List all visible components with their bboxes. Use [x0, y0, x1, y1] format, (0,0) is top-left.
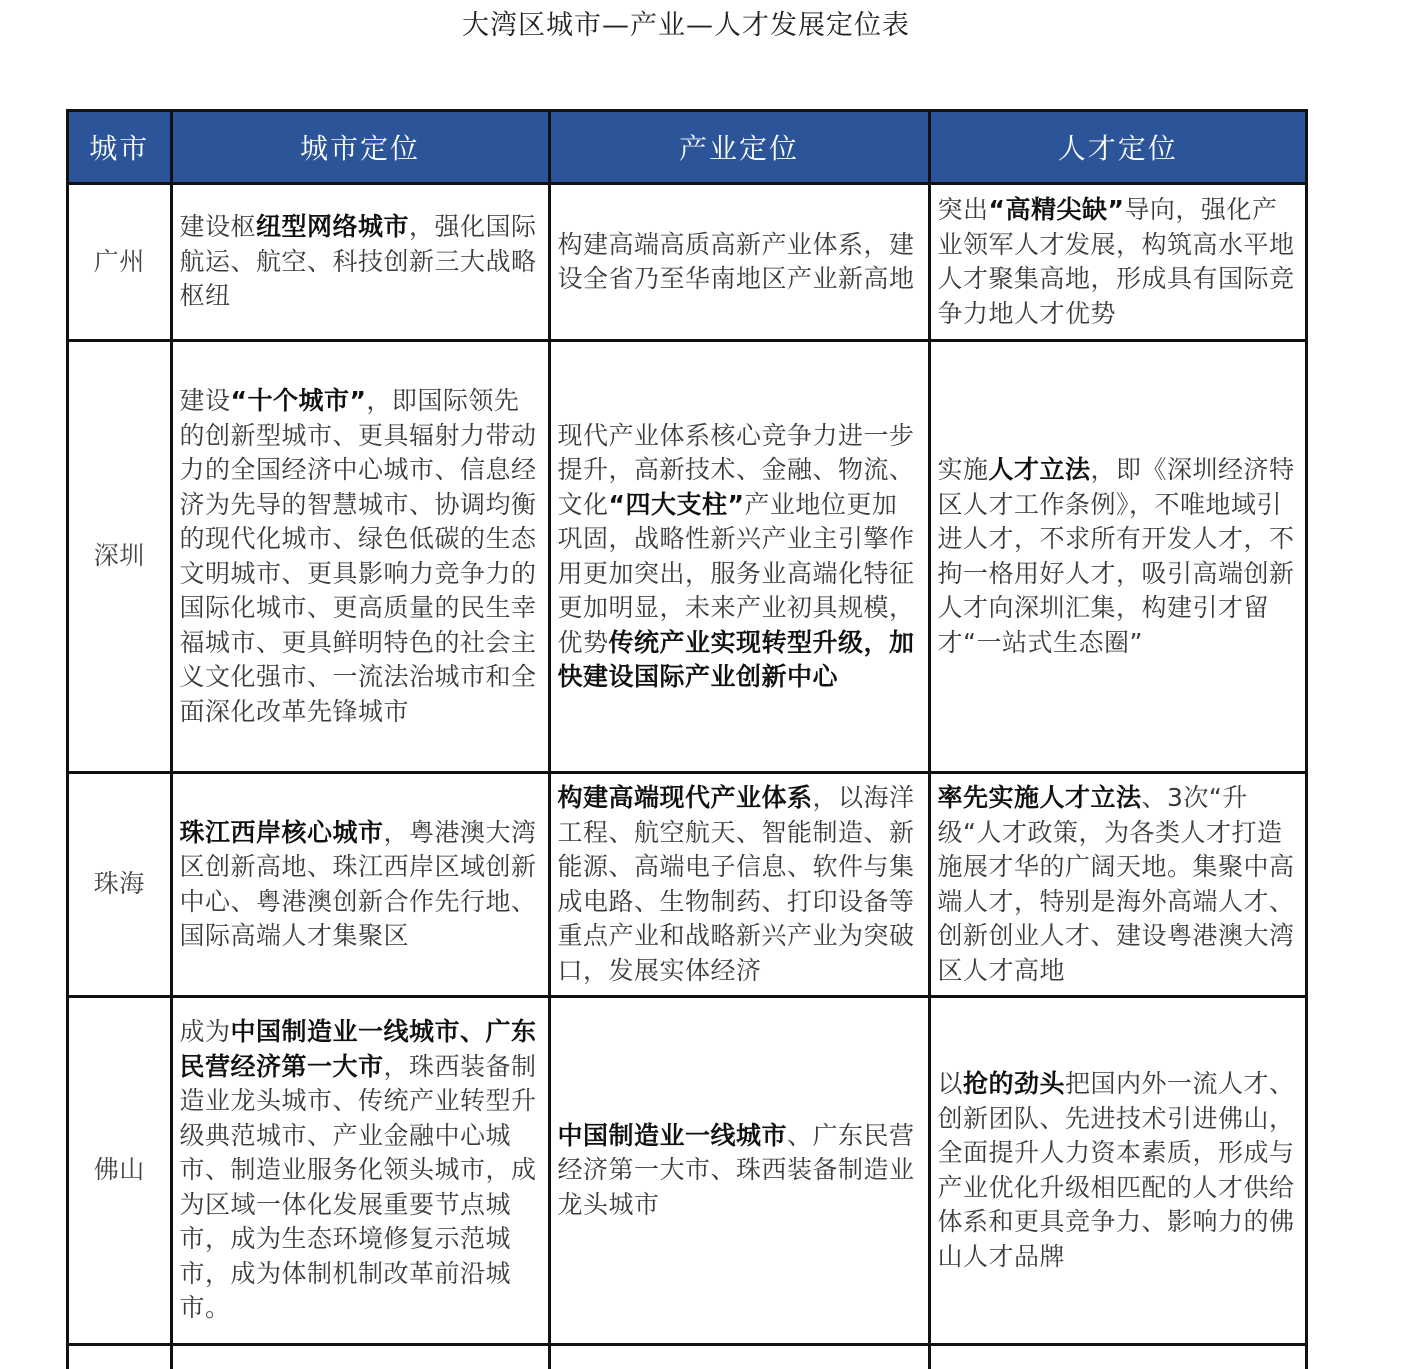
text-run: 、3次“升级“人才政策，为各类人才打造施展才华的广阔天地。集聚中高端人才，特别是海外高端人才、创新创业人才、建设粤港澳大湾区人才高地: [938, 783, 1295, 985]
text-run: ，即《深圳经济特区人才工作条例》，不唯地域引进人才，不求所有开发人才，不拘一格用好人才，吸引高端创新人才向深圳汇集，构建引才留才“一站式生态圈”: [938, 455, 1295, 657]
text-run: 成为: [180, 1017, 231, 1046]
cell-industry-position: [549, 997, 929, 1345]
header-city: 城市: [69, 112, 171, 184]
cell-city: 深圳: [69, 341, 171, 773]
table: [69, 112, 1305, 1369]
text-run: 把国内外一流人才、创新团队、先进技术引进佛山，全面提升人力资本素质，形成与产业优化升级相匹配的人才供给体系和更具竞争力、影响力的佛山人才品牌: [938, 1069, 1295, 1271]
page-title: 大湾区城市—产业—人才发展定位表: [0, 3, 1372, 42]
cell-city-position: [171, 997, 549, 1345]
text-run: ，粤港澳大湾区创新高地、珠江西岸区域创新中心、粤港澳创新合作先行地、国际高端人才集聚区: [180, 818, 537, 951]
text-run: 突出: [938, 195, 989, 224]
bold-text: 珠江西岸核心城市: [180, 818, 384, 847]
cell-city: 珠海: [69, 773, 171, 997]
bold-text: 中国制造业一线城市、广东民营经济第一大市: [180, 1017, 537, 1081]
bold-text: “四大支柱”: [609, 490, 745, 519]
text-run: 现代产业体系核心竞争力进一步提升，高新技术、金融、物流、文化: [558, 421, 915, 519]
text-run: 导向，强化产业领军人才发展，构筑高水平地人才聚集高地，形成具有国际竞争力地人才优势: [938, 195, 1295, 328]
cell-city: 广州: [69, 184, 171, 341]
cell-city-position: [171, 341, 549, 773]
positioning-table: [66, 109, 1308, 1369]
text-run: 建设枢: [180, 212, 257, 241]
cell-industry-position: [549, 773, 929, 997]
cell-talent-position: [929, 184, 1305, 341]
cell-city: 佛山: [69, 997, 171, 1345]
bold-text: 率先实施人才立法: [938, 783, 1142, 812]
bold-text: 抢的劲头: [963, 1069, 1065, 1098]
text-run: ，即国际领先的创新型城市、更具辐射力带动力的全国经济中心城市、信息经济为先导的智慧城市、协调均衡的现代化城市、绿色低碳的生态文明城市、更具影响力竞争力的国际化城市、更高质量的民生幸福城市、更具鲜明特色的社会主义文化强市、一流法治城市和全面深化改革先锋城市: [180, 386, 537, 726]
bold-text: 构建高端现代产业体系: [558, 783, 813, 812]
header-talent-position: 人才定位: [929, 112, 1305, 184]
text-run: ，珠西装备制造业龙头城市、传统产业转型升级典范城市、产业金融中心城市、制造业服务化领头城市，成为区域一体化发展重要节点城市，成为生态环境修复示范城市，成为体制机制改革前沿城市。: [180, 1052, 537, 1323]
text-run: ，强化国际航运、航空、科技创新三大战略枢纽: [180, 212, 537, 310]
text-run: ，以海洋工程、航空航天、智能制造、新能源、高端电子信息、软件与集成电路、生物制药、打印设备等重点产业和战略新兴产业为突破口，发展实体经济: [558, 783, 915, 985]
text-run: 产业地位更加巩固，战略性新兴产业主引擎作用更加突出，服务业高端化特征更加明显，未来产业初具规模，优势: [558, 490, 915, 657]
text-run: 建设: [180, 386, 231, 415]
text-run: 、广东民营经济第一大市、珠西装备制造业龙头城市: [558, 1121, 915, 1219]
bold-text: 人才立法: [989, 455, 1091, 484]
text-run: 以: [938, 1069, 964, 1098]
bold-text: “十个城市”: [231, 386, 367, 415]
bold-text: “高精尖缺”: [989, 195, 1125, 224]
cell-city-position: [171, 773, 549, 997]
header-industry-position: 产业定位: [549, 112, 929, 184]
cell-industry-position: [549, 341, 929, 773]
bold-text: 纽型网络城市: [256, 212, 409, 241]
text-run: 构建高端高质高新产业体系，建设全省乃至华南地区产业新高地: [558, 230, 915, 294]
bold-text: 传统产业实现转型升级，加快建设国际产业创新中心: [558, 628, 915, 692]
cell-talent-position: [929, 773, 1305, 997]
header-city-position: 城市定位: [171, 112, 549, 184]
table-row: [69, 997, 1305, 1345]
table-row: [69, 184, 1305, 341]
bold-text: 中国制造业一线城市: [558, 1121, 788, 1150]
text-run: 实施: [938, 455, 989, 484]
table-header-row: [69, 112, 1305, 184]
table-row: [69, 773, 1305, 997]
cell-city-position: [171, 184, 549, 341]
cell-talent-position: [929, 341, 1305, 773]
table-row: [69, 341, 1305, 773]
cell-industry-position: [549, 184, 929, 341]
cell-talent-position: [929, 997, 1305, 1345]
